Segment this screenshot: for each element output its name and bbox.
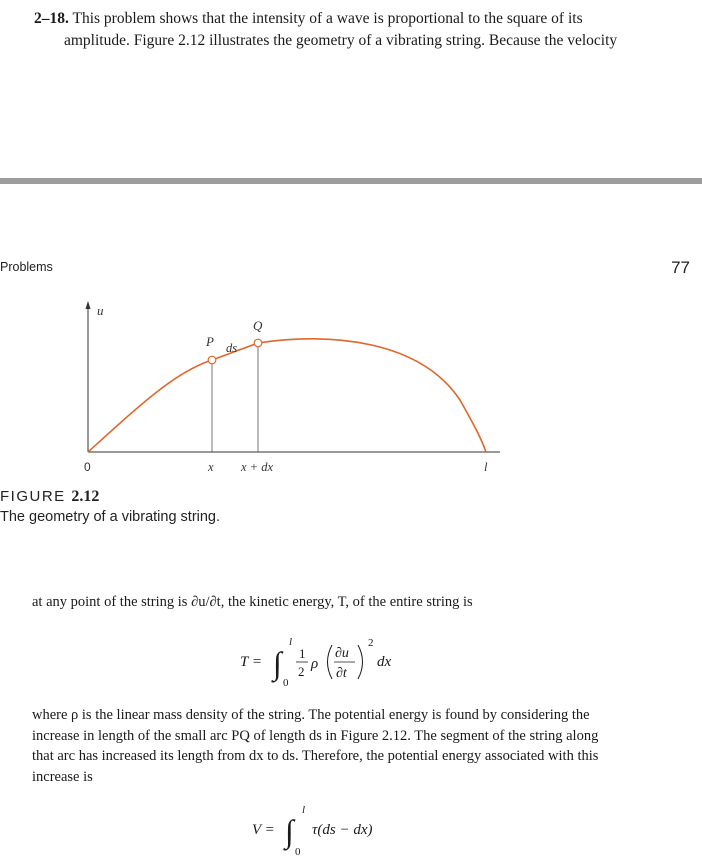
string-figure	[0, 290, 520, 485]
label-q: Q	[253, 318, 263, 333]
point-q-marker	[254, 339, 262, 347]
potential-energy-equation	[252, 800, 412, 860]
problem-line-1: This problem shows that the intensity of a wave is proportional to the square of its	[72, 10, 583, 27]
u-axis-arrow	[86, 301, 91, 309]
eq-t-right-paren	[358, 645, 363, 679]
tick-label-x: x	[208, 460, 214, 474]
eq-t-partial-den: ∂t	[336, 666, 347, 681]
figure-label	[0, 488, 99, 506]
tick-label-l: l	[484, 460, 488, 474]
figure-label-number: 2.12	[71, 488, 100, 505]
eq-t-upper-limit: l	[289, 636, 293, 648]
problem-line-2: amplitude. Figure 2.12 illustrates the geometry of a vibrating string. Because the velocity	[64, 32, 618, 49]
figure-label-prefix: FIGURE	[0, 488, 66, 505]
eq-v-lower-limit: 0	[295, 846, 301, 858]
axis-label-u: u	[97, 303, 104, 318]
label-p: P	[206, 334, 214, 349]
eq-t-partial-num: ∂u	[335, 646, 349, 661]
paragraph-velocity: at any point of the string is ∂u/∂t, the kinetic energy, T, of the entire string is	[32, 594, 473, 610]
problem-number: 2–18.	[34, 10, 69, 27]
eq-v-integral: ∫	[285, 813, 294, 849]
string-curve	[88, 339, 486, 452]
kinetic-energy-equation	[240, 628, 430, 694]
problem-statement	[34, 8, 644, 52]
eq-t-frac-den: 2	[298, 664, 305, 679]
eq-t-integral: ∫	[273, 645, 282, 681]
paragraph-potential: where ρ is the linear mass density of the string. The potential energy is found by considering the increase in length of the small arc PQ of length ds in Figure 2.12. The segment of the string along that arc has increased its length from dx to ds. Therefore, the potential energy associated with this increase is	[32, 707, 599, 785]
eq-t-rho: ρ	[311, 656, 319, 672]
page-number: 77	[671, 258, 690, 277]
origin-label: 0	[84, 460, 91, 474]
eq-t-lhs: T =	[240, 654, 262, 670]
point-p-marker	[208, 356, 216, 364]
figure-caption: The geometry of a vibrating string.	[0, 509, 221, 525]
eq-v-upper-limit: l	[302, 804, 306, 816]
eq-v-lhs: V =	[252, 822, 275, 838]
eq-t-dx: dx	[377, 654, 392, 670]
eq-t-frac-num: 1	[299, 646, 306, 661]
running-head: Problems	[0, 260, 53, 274]
eq-t-left-paren	[328, 645, 333, 679]
eq-t-power: 2	[368, 637, 374, 649]
page-divider	[0, 178, 702, 184]
eq-v-integrand: τ(ds − dx)	[312, 822, 373, 838]
eq-t-lower-limit: 0	[283, 677, 289, 689]
tick-label-x-plus-dx: x + dx	[241, 460, 274, 474]
label-ds: ds	[226, 341, 238, 355]
